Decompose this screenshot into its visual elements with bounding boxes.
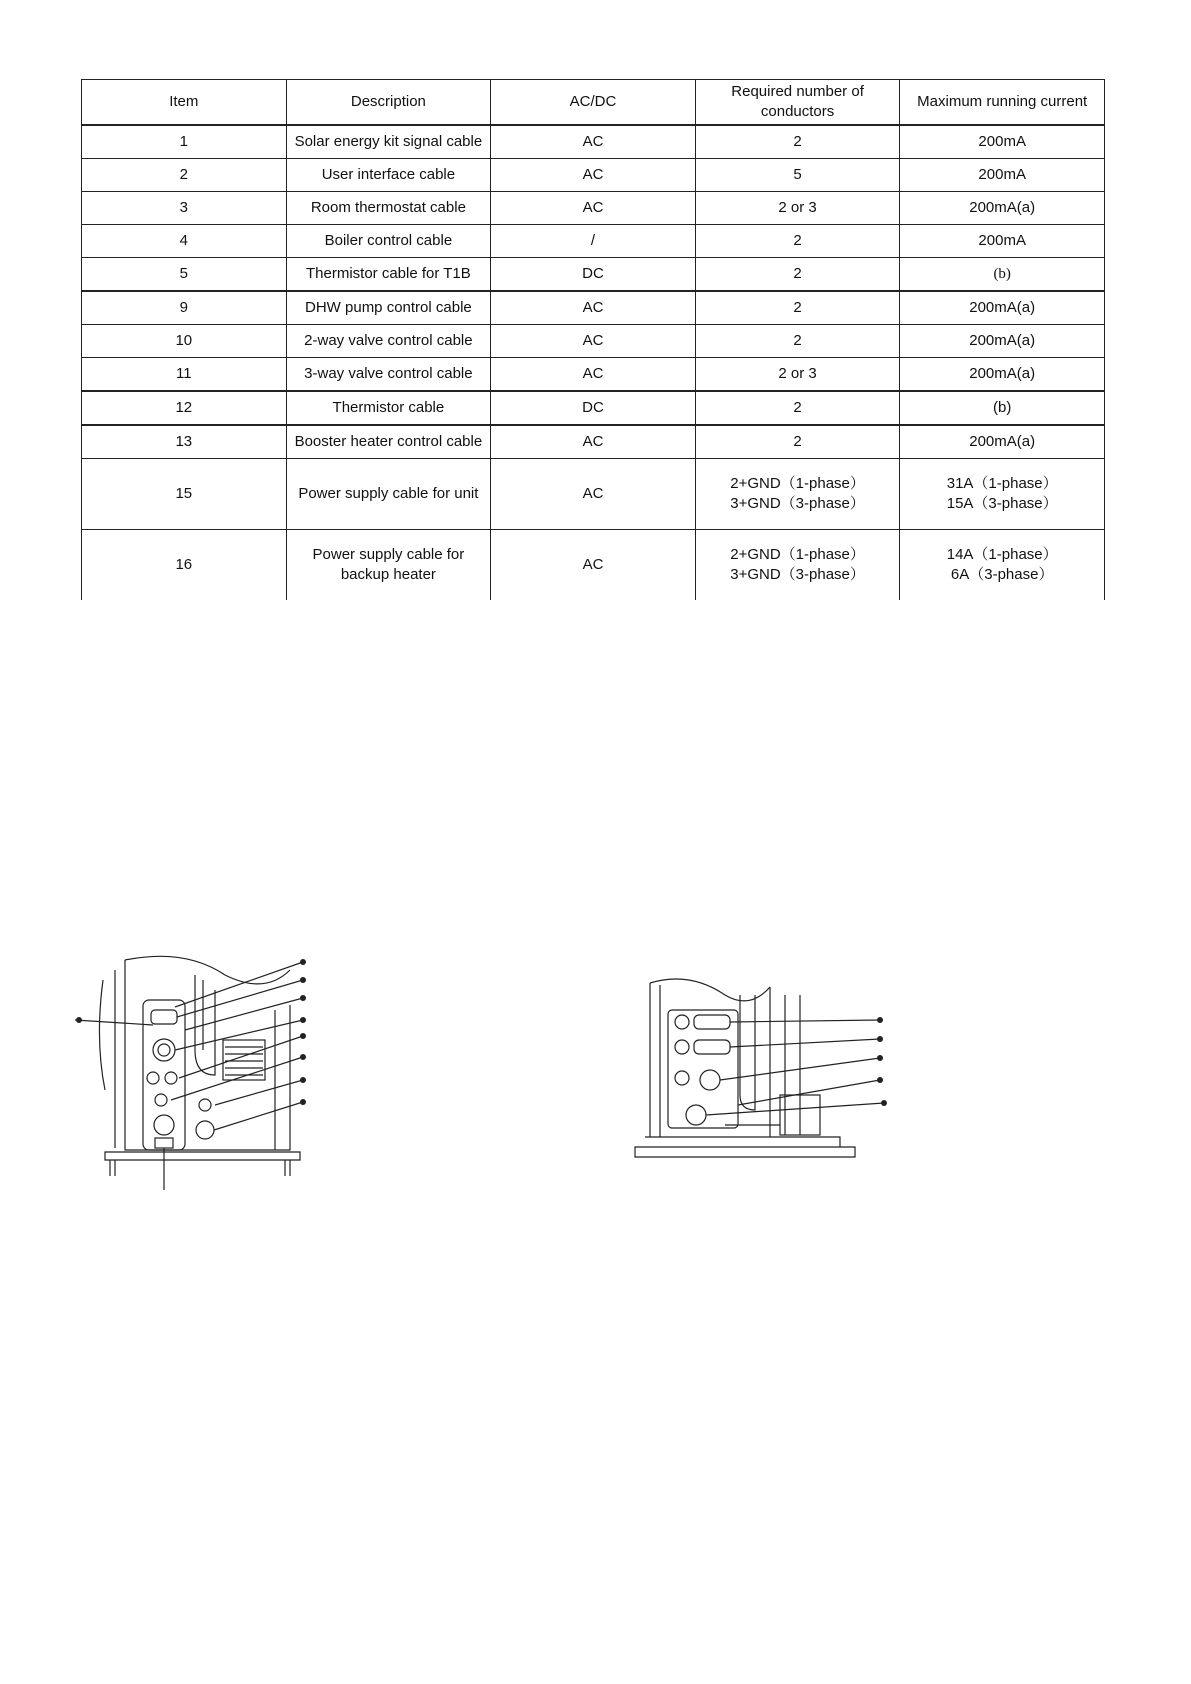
cell-acdc: AC (491, 358, 696, 392)
cell-conductors: 2 (695, 125, 900, 159)
cell-item: 4 (82, 225, 287, 258)
cable-specification-table (81, 79, 1105, 600)
cell-description: Room thermostat cable (286, 192, 491, 225)
cell-current: 31A（1-phase） 15A（3-phase） (900, 459, 1105, 530)
cell-conductors: 5 (695, 159, 900, 192)
cell-acdc: AC (491, 192, 696, 225)
cell-item: 13 (82, 425, 287, 459)
cell-conductors: 2 (695, 291, 900, 325)
cell-item: 10 (82, 325, 287, 358)
cell-description: Thermistor cable for T1B (286, 258, 491, 292)
cell-current: (b) (900, 391, 1105, 425)
header-current: Maximum running current (900, 80, 1105, 126)
cell-description: 2-way valve control cable (286, 325, 491, 358)
table-row (82, 325, 1105, 358)
header-item: Item (82, 80, 287, 126)
cell-acdc: AC (491, 425, 696, 459)
cell-current: (b) (900, 258, 1105, 292)
cell-current: 200mA (900, 225, 1105, 258)
cell-acdc: AC (491, 459, 696, 530)
cell-item: 15 (82, 459, 287, 530)
table-row (82, 159, 1105, 192)
cell-description: Power supply cable for unit (286, 459, 491, 530)
cell-acdc: AC (491, 159, 696, 192)
cell-description: Power supply cable for backup heater (286, 530, 491, 601)
cell-description: DHW pump control cable (286, 291, 491, 325)
cell-current: 200mA(a) (900, 325, 1105, 358)
cell-description: Booster heater control cable (286, 425, 491, 459)
cell-acdc: AC (491, 291, 696, 325)
cell-item: 3 (82, 192, 287, 225)
cell-conductors: 2 (695, 258, 900, 292)
table-row (82, 530, 1105, 601)
cell-description: Thermistor cable (286, 391, 491, 425)
cell-acdc: DC (491, 258, 696, 292)
cell-conductors: 2 or 3 (695, 358, 900, 392)
cell-description: 3-way valve control cable (286, 358, 491, 392)
table-row (82, 459, 1105, 530)
cell-item: 2 (82, 159, 287, 192)
header-acdc: AC/DC (491, 80, 696, 126)
table-row (82, 358, 1105, 392)
cell-item: 5 (82, 258, 287, 292)
cell-conductors: 2+GND（1-phase） 3+GND（3-phase） (695, 459, 900, 530)
cell-item: 16 (82, 530, 287, 601)
cell-current: 200mA(a) (900, 192, 1105, 225)
cell-description: Boiler control cable (286, 225, 491, 258)
unit-wiring-diagram-right (630, 975, 900, 1175)
cell-current: 200mA(a) (900, 358, 1105, 392)
table-row (82, 125, 1105, 159)
table-row (82, 425, 1105, 459)
table-row (82, 225, 1105, 258)
cell-conductors: 2+GND（1-phase） 3+GND（3-phase） (695, 530, 900, 601)
cell-item: 1 (82, 125, 287, 159)
cell-current: 200mA(a) (900, 425, 1105, 459)
table-row (82, 258, 1105, 292)
cell-item: 9 (82, 291, 287, 325)
table-row (82, 192, 1105, 225)
cell-current: 200mA (900, 125, 1105, 159)
cell-acdc: AC (491, 530, 696, 601)
cell-acdc: AC (491, 325, 696, 358)
table-header-row (82, 80, 1105, 126)
cell-item: 11 (82, 358, 287, 392)
table-row (82, 291, 1105, 325)
cell-conductors: 2 (695, 325, 900, 358)
cell-current: 200mA (900, 159, 1105, 192)
cell-acdc: AC (491, 125, 696, 159)
table-row (82, 391, 1105, 425)
header-conductors: Required number of conductors (695, 80, 900, 126)
header-description: Description (286, 80, 491, 126)
cell-conductors: 2 (695, 225, 900, 258)
cell-conductors: 2 or 3 (695, 192, 900, 225)
leader-dot (300, 959, 306, 965)
cell-current: 200mA(a) (900, 291, 1105, 325)
unit-wiring-diagram-left (75, 950, 325, 1190)
cell-acdc: / (491, 225, 696, 258)
cell-description: Solar energy kit signal cable (286, 125, 491, 159)
cell-current: 14A（1-phase） 6A（3-phase） (900, 530, 1105, 601)
cell-conductors: 2 (695, 425, 900, 459)
cell-item: 12 (82, 391, 287, 425)
cell-conductors: 2 (695, 391, 900, 425)
cell-acdc: DC (491, 391, 696, 425)
cell-description: User interface cable (286, 159, 491, 192)
